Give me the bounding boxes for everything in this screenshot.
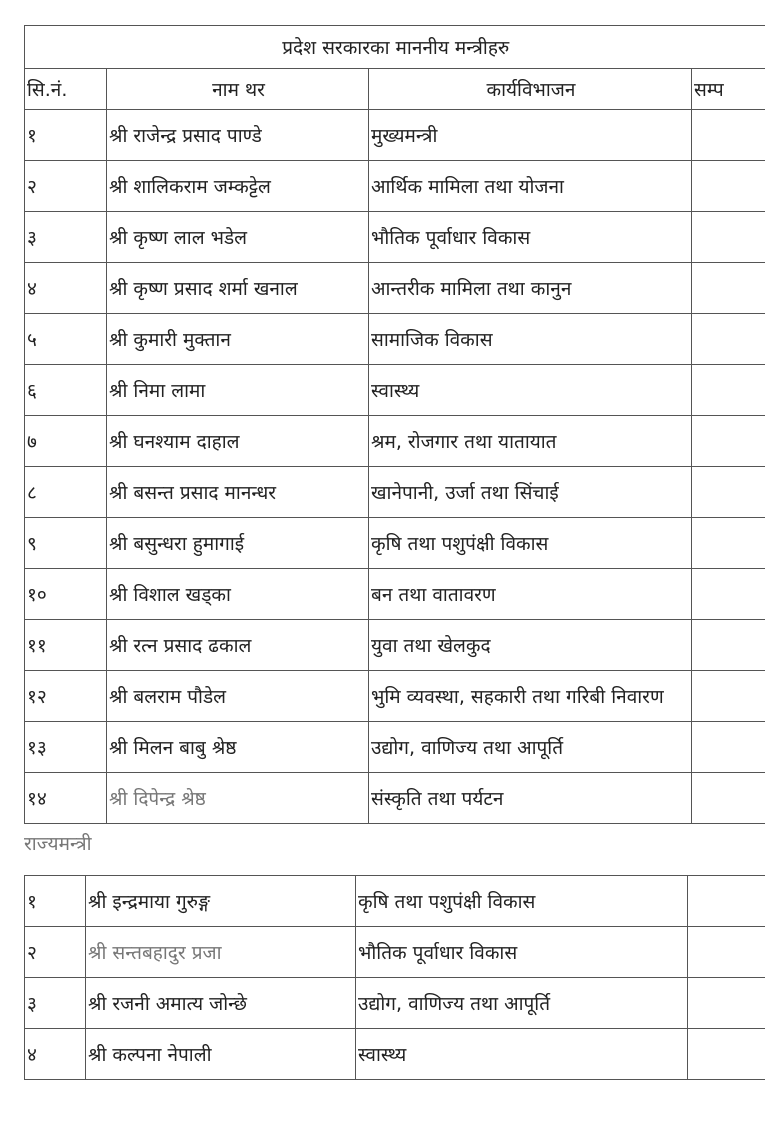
- table-row: [25, 416, 765, 467]
- row-sn: २: [25, 927, 86, 978]
- row-contact: [692, 518, 765, 569]
- row-name: श्री मिलन बाबु श्रेष्ठ: [107, 722, 369, 773]
- row-sn: १: [25, 110, 107, 161]
- row-sn: ७: [25, 416, 107, 467]
- ministers-table-title: प्रदेश सरकारका माननीय मन्त्रीहरु: [25, 26, 765, 69]
- table-row: [25, 620, 765, 671]
- row-dept: उद्योग, वाणिज्य तथा आपूर्ति: [369, 722, 692, 773]
- row-contact: [692, 620, 765, 671]
- row-contact: [692, 671, 765, 722]
- table-row: [25, 773, 765, 824]
- row-name: श्री बसुन्धरा हुमागाई: [107, 518, 369, 569]
- table-row: [25, 978, 765, 1029]
- row-sn: २: [25, 161, 107, 212]
- row-sn: ४: [25, 1029, 86, 1080]
- row-dept: मुख्यमन्त्री: [369, 110, 692, 161]
- row-contact: [688, 876, 765, 927]
- row-contact: [692, 773, 765, 824]
- row-dept: स्वास्थ्य: [369, 365, 692, 416]
- row-contact: [692, 569, 765, 620]
- row-sn: ३: [25, 978, 86, 1029]
- row-sn: ८: [25, 467, 107, 518]
- row-sn: ६: [25, 365, 107, 416]
- row-name: श्री घनश्याम दाहाल: [107, 416, 369, 467]
- row-dept: सामाजिक विकास: [369, 314, 692, 365]
- state-ministers-heading: राज्यमन्त्री: [24, 833, 92, 855]
- row-name: श्री राजेन्द्र प्रसाद पाण्डे: [107, 110, 369, 161]
- row-dept: युवा तथा खेलकुद: [369, 620, 692, 671]
- row-contact: [692, 722, 765, 773]
- row-contact: [692, 365, 765, 416]
- row-sn: ३: [25, 212, 107, 263]
- table-row: [25, 365, 765, 416]
- state-ministers-table: [24, 875, 765, 1080]
- row-name: श्री रजनी अमात्य जोन्छे: [86, 978, 356, 1029]
- row-dept: आर्थिक मामिला तथा योजना: [369, 161, 692, 212]
- table-row: [25, 263, 765, 314]
- row-sn: १३: [25, 722, 107, 773]
- table-row: [25, 110, 765, 161]
- header-name: नाम थर: [107, 69, 369, 110]
- row-name: श्री बलराम पौडेल: [107, 671, 369, 722]
- table-row: [25, 212, 765, 263]
- row-name: श्री दिपेन्द्र श्रेष्ठ: [107, 773, 369, 824]
- row-contact: [692, 416, 765, 467]
- row-dept: भौतिक पूर्वाधार विकास: [369, 212, 692, 263]
- table-row: [25, 314, 765, 365]
- row-dept: बन तथा वातावरण: [369, 569, 692, 620]
- table-row: [25, 876, 765, 927]
- row-dept: खानेपानी, उर्जा तथा सिंचाई: [369, 467, 692, 518]
- row-name: श्री सन्तबहादुर प्रजा: [86, 927, 356, 978]
- table-row: [25, 467, 765, 518]
- row-contact: [692, 467, 765, 518]
- row-contact: [692, 212, 765, 263]
- header-sn: सि.नं.: [25, 69, 107, 110]
- table-row: [25, 722, 765, 773]
- row-sn: ११: [25, 620, 107, 671]
- row-name: श्री विशाल खड्का: [107, 569, 369, 620]
- row-dept: भुमि व्यवस्था, सहकारी तथा गरिबी निवारण: [369, 671, 692, 722]
- row-name: श्री निमा लामा: [107, 365, 369, 416]
- row-contact: [688, 1029, 765, 1080]
- row-name: श्री इन्द्रमाया गुरुङ्ग: [86, 876, 356, 927]
- row-sn: १४: [25, 773, 107, 824]
- row-name: श्री शालिकराम जम्कट्टेल: [107, 161, 369, 212]
- row-sn: १: [25, 876, 86, 927]
- header-dept: कार्यविभाजन: [369, 69, 692, 110]
- row-contact: [692, 314, 765, 365]
- row-name: श्री कुमारी मुक्तान: [107, 314, 369, 365]
- table-row: [25, 927, 765, 978]
- row-dept: कृषि तथा पशुपंक्षी विकास: [369, 518, 692, 569]
- row-dept: संस्कृति तथा पर्यटन: [369, 773, 692, 824]
- row-contact: [688, 927, 765, 978]
- row-sn: ५: [25, 314, 107, 365]
- row-name: श्री रत्न प्रसाद ढकाल: [107, 620, 369, 671]
- row-dept: भौतिक पूर्वाधार विकास: [356, 927, 688, 978]
- row-name: श्री बसन्त प्रसाद मानन्धर: [107, 467, 369, 518]
- row-sn: १२: [25, 671, 107, 722]
- header-contact: सम्प: [692, 69, 765, 110]
- table-row: [25, 569, 765, 620]
- row-dept: कृषि तथा पशुपंक्षी विकास: [356, 876, 688, 927]
- table-row: [25, 1029, 765, 1080]
- ministers-table: [24, 25, 765, 824]
- row-dept: उद्योग, वाणिज्य तथा आपूर्ति: [356, 978, 688, 1029]
- row-sn: ९: [25, 518, 107, 569]
- row-contact: [692, 110, 765, 161]
- table-row: [25, 518, 765, 569]
- row-contact: [692, 263, 765, 314]
- row-name: श्री कल्पना नेपाली: [86, 1029, 356, 1080]
- table-row: [25, 161, 765, 212]
- row-dept: आन्तरीक मामिला तथा कानुन: [369, 263, 692, 314]
- row-name: श्री कृष्ण लाल भडेल: [107, 212, 369, 263]
- row-contact: [688, 978, 765, 1029]
- row-dept: स्वास्थ्य: [356, 1029, 688, 1080]
- row-sn: १०: [25, 569, 107, 620]
- row-dept: श्रम, रोजगार तथा यातायात: [369, 416, 692, 467]
- row-contact: [692, 161, 765, 212]
- ministers-header-row: [25, 69, 765, 110]
- row-name: श्री कृष्ण प्रसाद शर्मा खनाल: [107, 263, 369, 314]
- row-sn: ४: [25, 263, 107, 314]
- table-row: [25, 671, 765, 722]
